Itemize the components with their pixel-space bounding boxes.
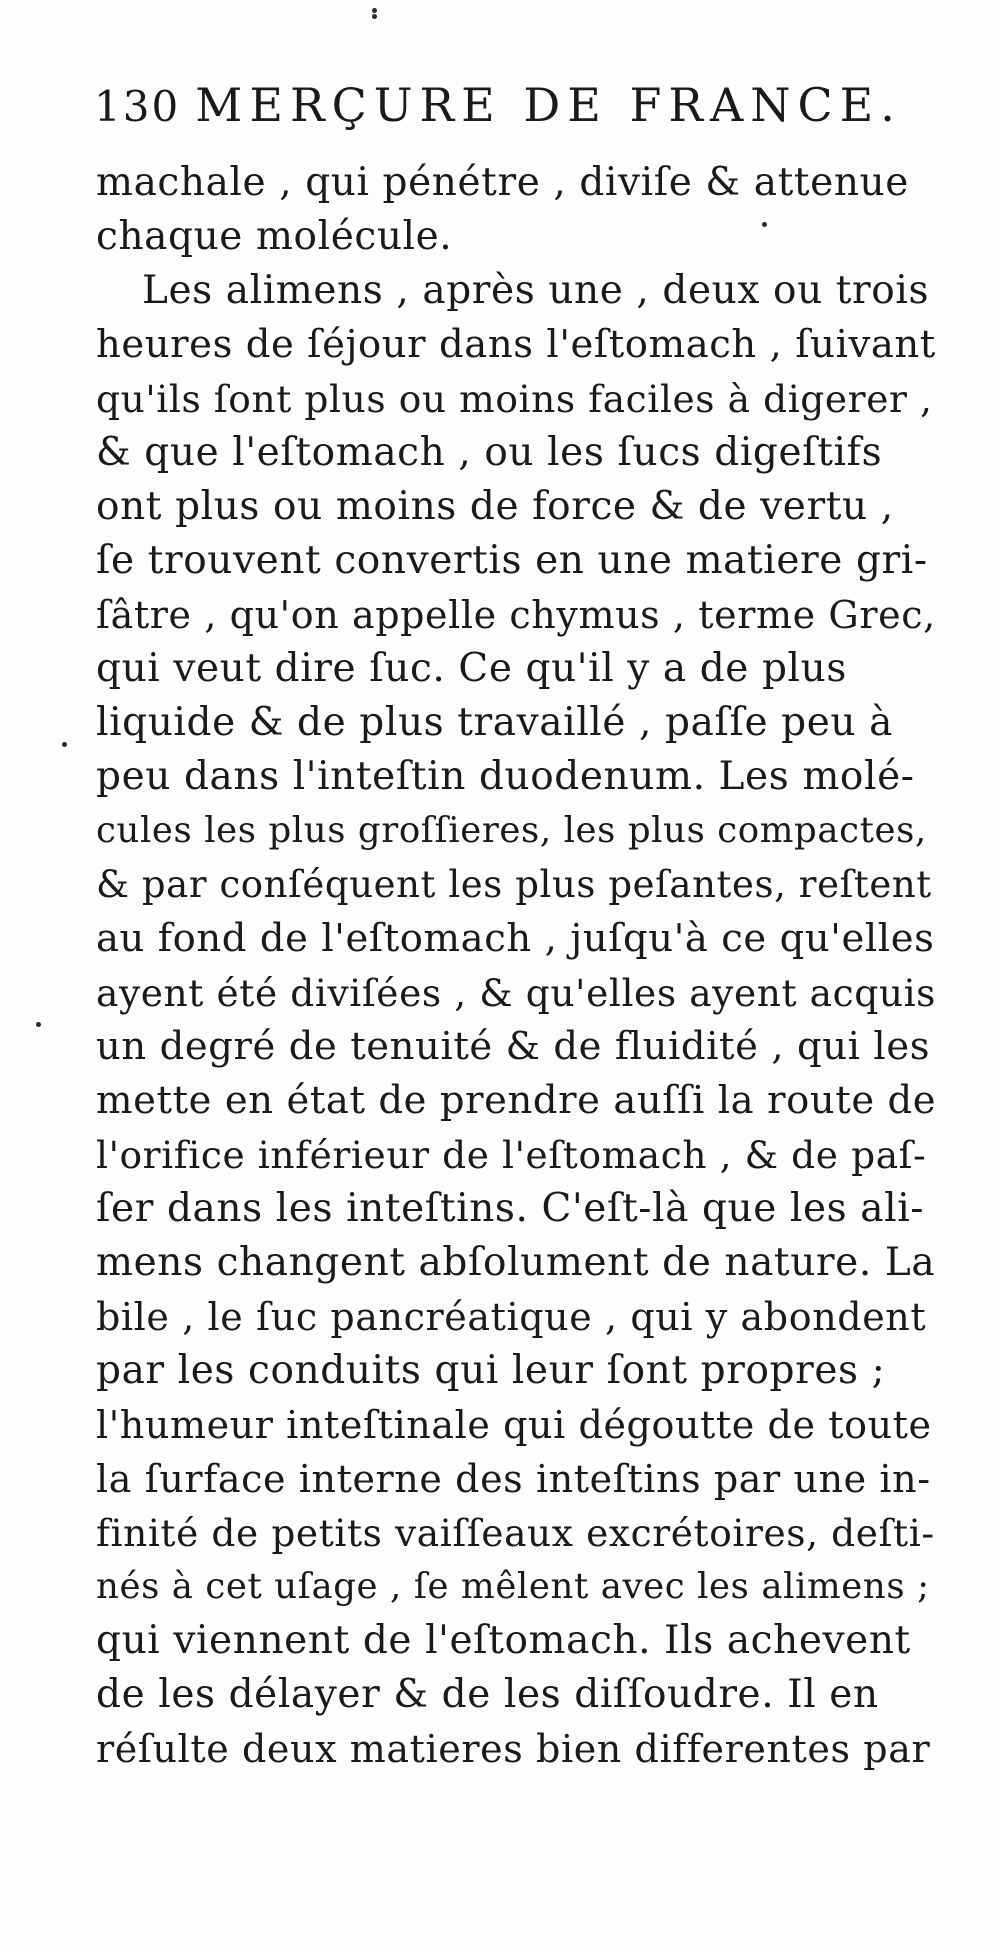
text-line: nés à cet uſage , ſe mêlent avec les alimens ;: [96, 1566, 930, 1607]
text-line: la ſurface interne des inteſtins par une in-: [96, 1457, 931, 1501]
text-line: un degré de tenuité & de fluidité , qui les: [96, 1024, 931, 1069]
ink-speck: [762, 222, 767, 227]
text-line: & que l'eſtomach , ou les ſucs digeſtifs: [96, 430, 883, 475]
paragraph-start-line: Les alimens , après une , deux ou trois: [142, 268, 930, 313]
text-line: ayent été diviſées , & qu'elles ayent acquis: [96, 971, 937, 1015]
running-title: MERÇURE DE FRANCE.: [195, 78, 902, 132]
text-line: liquide & de plus travaillé , paſſe peu à: [96, 700, 893, 745]
text-line: de les délayer & de les diſſoudre. Il en: [96, 1672, 879, 1717]
text-line: machale , qui pénétre , diviſe & attenue: [96, 160, 909, 205]
ink-speck: [372, 14, 377, 19]
ink-speck: [36, 1022, 41, 1027]
ink-speck: [372, 8, 377, 13]
page-number: 130: [94, 82, 181, 131]
body-text: [96, 156, 936, 1776]
text-line: ſe trouvent convertis en une matiere gri-: [96, 538, 928, 583]
text-line: finité de petits vaiſſeaux excrétoires, deſti-: [96, 1511, 935, 1555]
text-line: réſulte deux matieres bien differentes par: [96, 1727, 931, 1771]
running-header: [94, 78, 902, 138]
text-line: mens changent abſolument de nature. La: [96, 1240, 936, 1285]
text-line: au fond de l'eſtomach , juſqu'à ce qu'elles: [96, 916, 935, 961]
text-line: qui viennent de l'eſtomach. Ils achevent: [96, 1618, 911, 1663]
text-line: mette en état de prendre auſſi la route de: [96, 1078, 937, 1123]
text-line: par les conduits qui leur ſont propres ;: [96, 1348, 886, 1393]
text-line: ſer dans les inteſtins. C'eſt-là que les ali-: [96, 1186, 925, 1231]
text-line: peu dans l'inteſtin duodenum. Les molé-: [96, 754, 915, 799]
text-line: l'orifice inférieur de l'eſtomach , & de paſ-: [96, 1133, 927, 1177]
text-line: ſâtre , qu'on appelle chymus , terme Grec,: [96, 593, 936, 637]
text-line: qui veut dire ſuc. Ce qu'il y a de plus: [96, 646, 847, 691]
text-line: & par conſéquent les plus peſantes, reſtent: [96, 863, 932, 906]
text-line: bile , le ſuc pancréatique , qui y abondent: [96, 1295, 927, 1339]
text-line: l'humeur inteſtinale qui dégoutte de toute: [96, 1403, 932, 1447]
ink-speck: [62, 742, 67, 747]
text-line: ont plus ou moins de force & de vertu ,: [96, 484, 894, 529]
text-line: chaque molécule.: [96, 214, 453, 259]
text-line: cules les plus groſſieres, les plus compactes,: [96, 810, 927, 851]
text-line: heures de ſéjour dans l'eſtomach , ſuivant: [96, 322, 936, 367]
text-line: qu'ils ſont plus ou moins faciles à digerer ,: [96, 377, 933, 421]
